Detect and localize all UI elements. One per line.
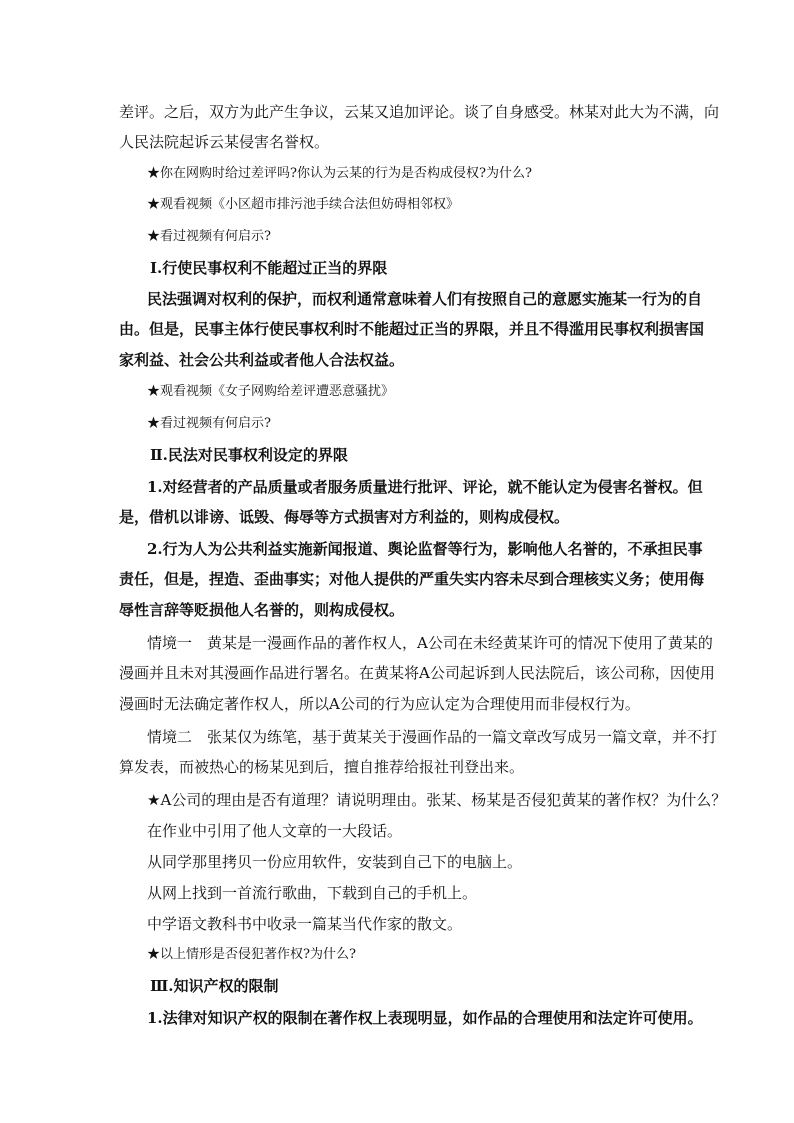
scenario-line: 漫画时无法确定著作权人，所以A公司的行为应认定为合理使用而非侵权行为。 xyxy=(119,695,640,713)
paragraph-line: 由。但是，民事主体行使民事权利时不能超过正当的界限，并且不得滥用民事权利损害国 xyxy=(119,320,705,338)
case-line: 中学语文教科书中收录一篇某当代作家的散文。 xyxy=(147,915,463,933)
video-prompt-line: ★观看视频《小区超市排污池手续合法但妨碍相邻权》 xyxy=(147,197,460,212)
case-line: 从同学那里拷贝一份应用软件，安装到自己下的电脑上。 xyxy=(147,853,523,871)
scenario-line: 情境二 张某仅为练笔，基于黄某关于漫画作品的一篇文章改写成另一篇文章，并不打 xyxy=(147,728,718,746)
paragraph-line: 民法强调对权利的保护，而权利通常意味着人们有按照自己的意愿实施某一行为的自 xyxy=(147,290,703,308)
video-prompt-line: ★观看视频《女子网购给差评遭恶意骚扰》 xyxy=(147,384,395,399)
question-line: ★A公司的理由是否有道理？请说明理由。张某、杨某是否侵犯黄某的著作权？为什么？ xyxy=(147,791,727,809)
paragraph-line: 责任，但是，捏造、歪曲事实；对他人提供的严重失实内容未尽到合理核实义务；使用侮 xyxy=(119,570,705,588)
scenario-line: 情境一 黄某是一漫画作品的著作权人，A公司在未经黄某许可的情况下使用了黄某的 xyxy=(147,634,713,652)
paragraph-line: 人民法院起诉云某侵害名誉权。 xyxy=(119,133,330,151)
question-line: ★以上情形是否侵犯著作权?为什么? xyxy=(147,947,356,962)
section-heading: Ⅲ.知识产权的限制 xyxy=(150,977,279,995)
scenario-line: 算发表，而被热心的杨某见到后，擅自推荐给报社刊登出来。 xyxy=(119,758,525,776)
paragraph-line: 差评。之后，双方为此产生争议，云某又追加评论。谈了自身感受。林某对此大为不满，向 xyxy=(119,103,720,121)
paragraph-line: 1.法律对知识产权的限制在著作权上表现明显，如作品的合理使用和法定许可使用。 xyxy=(147,1009,703,1027)
section-heading: Ⅰ.行使民事权利不能超过正当的界限 xyxy=(150,259,388,277)
paragraph-line: 家利益、社会公共利益或者他人合法权益。 xyxy=(119,351,405,369)
paragraph-line: 是，借机以诽谤、诋毁、侮辱等方式损害对方利益的，则构成侵权。 xyxy=(119,508,570,526)
case-line: 在作业中引用了他人文章的一大段话。 xyxy=(147,822,403,840)
paragraph-line: 1.对经营者的产品质量或者服务质量进行批评、评论，就不能认定为侵害名誉权。但 xyxy=(147,478,703,496)
section-heading: Ⅱ.民法对民事权利设定的界限 xyxy=(150,446,348,464)
question-line: ★看过视频有何启示? xyxy=(147,416,271,431)
question-line: ★你在网购时给过差评吗?你认为云某的行为是否构成侵权?为什么? xyxy=(147,166,532,181)
paragraph-line: 辱性言辞等贬损他人名誉的，则构成侵权。 xyxy=(119,601,405,619)
case-line: 从网上找到一首流行歌曲，下载到自己的手机上。 xyxy=(147,884,478,902)
question-line: ★看过视频有何启示? xyxy=(147,229,271,244)
paragraph-line: 2.行为人为公共利益实施新闻报道、舆论监督等行为，影响他人名誉的，不承担民事 xyxy=(147,540,703,558)
scenario-line: 漫画并且未对其漫画作品进行署名。在黄某将A公司起诉到人民法院后，该公司称，因使用 xyxy=(119,664,715,682)
